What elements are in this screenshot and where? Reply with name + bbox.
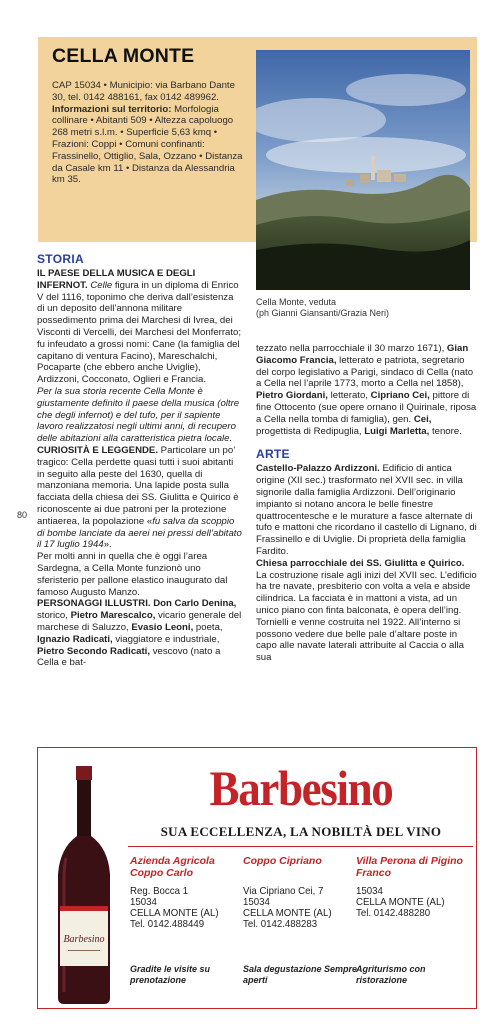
territory-info — [52, 104, 248, 187]
caption-line1: Cella Monte, veduta — [256, 297, 337, 307]
paragraph-head: Castello-Palazzo Ardizzoni. — [256, 463, 380, 475]
bottle-label-text: Barbesino — [63, 934, 105, 945]
producer-coppo-cipriano — [243, 856, 361, 930]
territory-label: Informazioni sul territorio: — [52, 103, 172, 115]
text-span: vicario generale del marchese di Saluzzo, — [37, 610, 242, 633]
text-span: tezzato nella parrocchiale il 30 marzo 1671), — [256, 343, 447, 354]
address-line: 15034 — [243, 896, 270, 908]
town-photo — [256, 50, 470, 290]
storia-paragraph-5 — [37, 598, 243, 669]
text-span: Celle — [90, 279, 113, 291]
arte-title: ARTE — [256, 447, 290, 462]
person-name: Gian Giacomo Francia, — [256, 343, 469, 366]
text-span: fu salva da scoppio di bombe lanciate da aerei nei pressi dell’abitato il 17 luglio 1944 — [37, 515, 242, 551]
text-span: poeta, — [193, 621, 223, 633]
storia-column — [37, 252, 243, 669]
address-line: CELLA MONTE (AL) — [356, 896, 445, 908]
text-span: vescovo (nato a Cella e bat- — [37, 645, 221, 669]
barbesino-ad — [37, 747, 477, 1009]
text-span: tenore. — [429, 425, 462, 437]
person-name: Cipriano Cei, — [370, 390, 430, 402]
producer-note: Sala degustazione Sempre aperti — [243, 964, 358, 985]
paragraph-head: IL PAESE DELLA MUSICA E DEGLI INFERNOT. — [37, 268, 196, 291]
text-span: storico, — [37, 610, 71, 622]
arte-paragraph-2 — [256, 558, 477, 664]
producer-coppo-carlo — [130, 856, 248, 930]
address-line: Tel. 0142.488280 — [356, 907, 431, 919]
producer-villa-perona — [356, 856, 474, 919]
text-span: letterato e patriota, segretario del corpo legislativo a Parigi, sindaco di Cella (nato a Cella nel l’aprile 1773, morto a Cella nel 1858), — [256, 354, 474, 390]
paragraph-head: CURIOSITÀ E LEGGENDE. — [37, 444, 158, 456]
page-number: 80 — [17, 510, 28, 520]
wine-bottle-image — [46, 766, 122, 1004]
storia-paragraph-3 — [37, 445, 243, 551]
address-line: 15034 — [130, 896, 157, 908]
storia-title: STORIA — [37, 252, 84, 266]
right-column — [256, 343, 477, 664]
photo-caption — [256, 297, 476, 319]
paragraph-head: PERSONAGGI ILLUSTRI. Don Carlo Denina, — [37, 598, 237, 610]
text-span: La costruzione risale agli inizi del XVII sec. L’edificio ha tre navate, presbiterio con volta a vela e abside cilindrica. La facciata è in mattoni a vista, ad un unico piano con finta balconata, è opera dell’ing. Tornielli e venne costruita nel 1922. All’interno si possono vedere due belle pale d’altare poste in capo alle navate laterali attribuite al Caccia o alla sua — [256, 569, 477, 664]
divider — [128, 846, 473, 847]
arte-paragraph-1 — [256, 463, 477, 557]
brand-logo: Barbesino — [209, 760, 393, 816]
producer-name: Azienda Agricola Coppo Carlo — [130, 855, 215, 879]
producer-address — [130, 886, 239, 930]
text-span: Edificio di antica origine (XII sec.) trasformato nel XVII sec. in villa signorile dalla famiglia Ardizzoni. Dell’originario impianto si notano ancora le belle finestre quattrocentesche e le murature a fasce alternate di tufo e mattoni che ricordano il castello di Lignano, di Frassinello e di Uviglie. Di proprietà della famiglia Fardito. — [256, 463, 477, 557]
address-line: Via Cipriano Cei, 7 — [243, 885, 324, 897]
storia-paragraph-1 — [37, 268, 243, 386]
producer-address — [243, 886, 352, 930]
storia-paragraph-4: Per molti anni in quella che è oggi l’area Sardegna, a Cella Monte funzionò uno sferisterio per pallone elastico inaugurato dal famoso Augusto Manzo. — [37, 551, 228, 598]
town-info — [52, 80, 248, 186]
text-span: pittore di fine Ottocento (sue opere ornano il Quirinale, riposa a Cella nella tomba di famiglia), gen. — [256, 390, 477, 425]
address-line: Tel. 0142.488449 — [130, 918, 205, 930]
paragraph-head: Chiesa parrocchiale dei SS. Giulitta e Quirico. — [256, 557, 465, 569]
address-line: CELLA MONTE (AL) — [243, 907, 332, 919]
producer-address — [356, 886, 465, 919]
info-line: CAP 15034 • Municipio: via Barbano Dante 30, tel. 0142 488161, fax 0142 489962. — [52, 80, 235, 103]
producer-name: Coppo Cipriano — [243, 855, 322, 867]
person-name: Evasio Leoni, — [131, 621, 194, 633]
text-span: figura in un diploma di Enrico V del 1116, toponimo che deriva dall’esistenza di un deposito dell’annona militare possedimento prima dei Marchesi di Ivrea, dei Visconti di Vercelli, dei Marchesi del Monferrato; fu infeudato a grossi nomi: Cane (la famiglia del capitano di ventura Facino), Mareschalchi, Pocaparte (che ebbero anche Uviglie), Ardizzoni, Cocconato, Oglieri e Francia. — [37, 279, 242, 386]
person-name: Pietro Giordani, — [256, 390, 328, 402]
address-line: Tel. 0142.488283 — [243, 918, 318, 930]
person-name: Luigi Marletta, — [364, 425, 430, 437]
address-line: 15034 — [356, 885, 383, 897]
ad-tagline: SUA ECCELLENZA, LA NOBILTÀ DEL VINO — [160, 824, 442, 839]
address-line: Reg. Bocca 1 — [130, 885, 189, 897]
address-line: CELLA MONTE (AL) — [130, 907, 219, 919]
producer-name: Villa Perona di Pigino Franco — [356, 855, 463, 879]
person-name: Ignazio Radicati, — [37, 633, 113, 645]
text-span: Particolare un po’ tragico: Cella perdette quasi tutti i suoi abitanti in seguito alla peste del 1630, quella di manzoniana memoria. Una lapide posta sulla facciata della chiesa dei SS. Giulitta e Quirico è riconoscente ai due patroni per la protezione antiaerea, la popolazione « — [37, 444, 239, 527]
producer-note: Agriturismo con ristorazione — [356, 964, 426, 985]
text-span: viaggiatore e industriale, — [112, 633, 220, 645]
text-span: letterato, — [327, 390, 371, 402]
person-name: Pietro Marescalco, — [70, 610, 156, 622]
text-span: ». — [103, 539, 112, 551]
text-span: progettista di Redipuglia, — [256, 425, 365, 437]
person-name: Pietro Secondo Radicati, — [37, 645, 151, 657]
personaggi-continued — [256, 343, 477, 437]
person-name: Cei, — [413, 413, 432, 425]
territory-text: Morfologia collinare • Abitanti 509 • Altezza capoluogo 268 metri s.l.m. • Superficie 5,63 kmq • Frazioni: Coppi • Comuni confinanti: Frassinello, Ottiglio, Sala, Ozzano • Distanza da Casale km 11 • Distanza da Alessandria km 35. — [52, 103, 243, 186]
storia-paragraph-2: Per la sua storia recente Cella Monte è giustamente definito il paese della musica (oltre che degli infernot) e del tufo, per il sapiente lavoro realizzatosi negli ultimi anni, di recupero delle abitazioni alla caratteristica pietra locale. — [37, 385, 240, 445]
producer-note: Gradite le visite su prenotazione — [130, 964, 211, 985]
page-title: CELLA MONTE — [52, 45, 195, 67]
caption-line2: (ph Gianni Giansanti/Grazia Neri) — [256, 308, 390, 318]
